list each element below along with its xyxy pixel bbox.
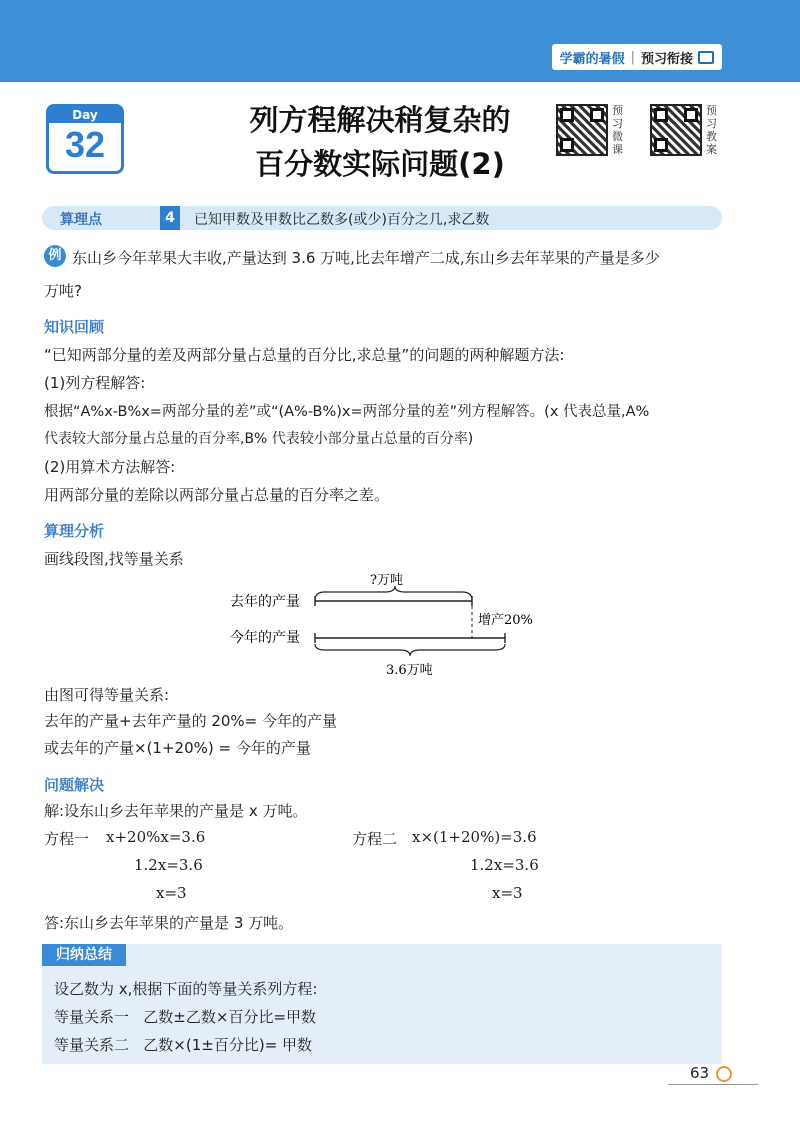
brand-left: 学霸的暑假 <box>559 51 625 67</box>
relation-intro: 由图可得等量关系: <box>44 686 170 704</box>
segment-diagram <box>200 570 560 680</box>
page-number: 63 <box>690 1064 710 1082</box>
eq2-line-1: x×(1+20%)=3.6 <box>412 828 537 846</box>
top-brace <box>315 586 472 600</box>
brand-right: 预习衔接 <box>640 51 693 67</box>
example-line-1: 东山乡今年苹果大丰收,产量达到 3.6 万吨,比去年增产二成,东山乡去年苹果的产量是多少 <box>72 249 660 267</box>
review-method-2: (2)用算术方法解答: <box>44 458 176 476</box>
review-method-1-text: 根据“A%x-B%x=两部分量的差”或“(A%-B%)x=两部分量的差”列方程解答。(x 代表总量,A% <box>44 404 650 420</box>
knowledge-point-bar <box>42 206 722 230</box>
relation-2: 或去年的产量×(1+20%) = 今年的产量 <box>44 739 311 757</box>
review-method-1: (1)列方程解答: <box>44 374 146 392</box>
eq1-label: 方程一 <box>44 830 90 848</box>
review-heading: 知识回顾 <box>44 318 105 336</box>
review-method-2-text: 用两部分量的差除以两部分量占总量的百分率之差。 <box>44 486 390 504</box>
bottom-brace <box>315 644 505 656</box>
analysis-heading: 算理分析 <box>44 522 105 540</box>
eq2-line-3: x=3 <box>492 884 523 902</box>
summary-heading: 归纳总结 <box>42 944 126 966</box>
day-badge <box>46 104 124 174</box>
qr-code-icon[interactable] <box>556 104 608 156</box>
example-line-2: 万吨? <box>44 282 82 300</box>
sun-icon <box>716 1066 732 1082</box>
relation-1: 去年的产量+去年产量的 20%= 今年的产量 <box>44 712 338 730</box>
eq1-line-2: 1.2x=3.6 <box>134 856 203 874</box>
solution-heading: 问题解决 <box>44 776 105 794</box>
analysis-intro: 画线段图,找等量关系 <box>44 550 184 568</box>
review-method-1-text-2: 代表较大部分量占总量的百分率,B% 代表较小部分量占总量的百分率) <box>44 431 474 447</box>
eq2-label: 方程二 <box>352 830 398 848</box>
diagram-bottom-label: 3.6万吨 <box>386 663 433 678</box>
qr-code-icon[interactable] <box>650 104 702 156</box>
row2-label: 今年的产量 <box>230 630 300 646</box>
knowledge-point-label: 算理点 <box>60 212 102 228</box>
brand-tag <box>552 44 722 70</box>
day-label: Day <box>49 107 121 123</box>
page-title <box>200 98 560 186</box>
day-number: 32 <box>64 124 106 165</box>
knowledge-point-number: 4 <box>160 206 180 230</box>
solution-setup: 解:设东山乡去年苹果的产量是 x 万吨。 <box>44 802 308 820</box>
summary-line-1: 设乙数为 x,根据下面的等量关系列方程: <box>54 980 318 998</box>
row1-label: 去年的产量 <box>230 594 300 610</box>
knowledge-point-text: 已知甲数及甲数比乙数多(或少)百分之几,求乙数 <box>194 212 490 228</box>
title-line-2: 百分数实际问题(2) <box>255 147 505 181</box>
qr-label-1: 预习微课 <box>612 104 623 156</box>
summary-line-3: 等量关系二 乙数×(1±百分比)= 甲数 <box>54 1036 313 1054</box>
solution-answer: 答:东山乡去年苹果的产量是 3 万吨。 <box>44 914 294 932</box>
page-number-rule <box>668 1084 758 1085</box>
title-line-1: 列方程解决稍复杂的 <box>249 103 511 137</box>
diagram-top-label: ?万吨 <box>370 573 403 588</box>
review-intro: “已知两部分量的差及两部分量占总量的百分比,求总量”的问题的两种解题方法: <box>44 346 565 364</box>
qr-label-2: 预习教案 <box>706 104 717 156</box>
brand-separator: | <box>630 49 635 65</box>
summary-line-2: 等量关系一 乙数±乙数×百分比=甲数 <box>54 1008 317 1026</box>
book-icon <box>698 51 714 64</box>
example-badge: 例 <box>44 245 66 267</box>
eq1-line-3: x=3 <box>156 884 187 902</box>
eq1-line-1: x+20%x=3.6 <box>106 828 206 846</box>
increase-label: 增产20% <box>478 613 533 628</box>
eq2-line-2: 1.2x=3.6 <box>470 856 539 874</box>
summary-box <box>42 944 722 1064</box>
